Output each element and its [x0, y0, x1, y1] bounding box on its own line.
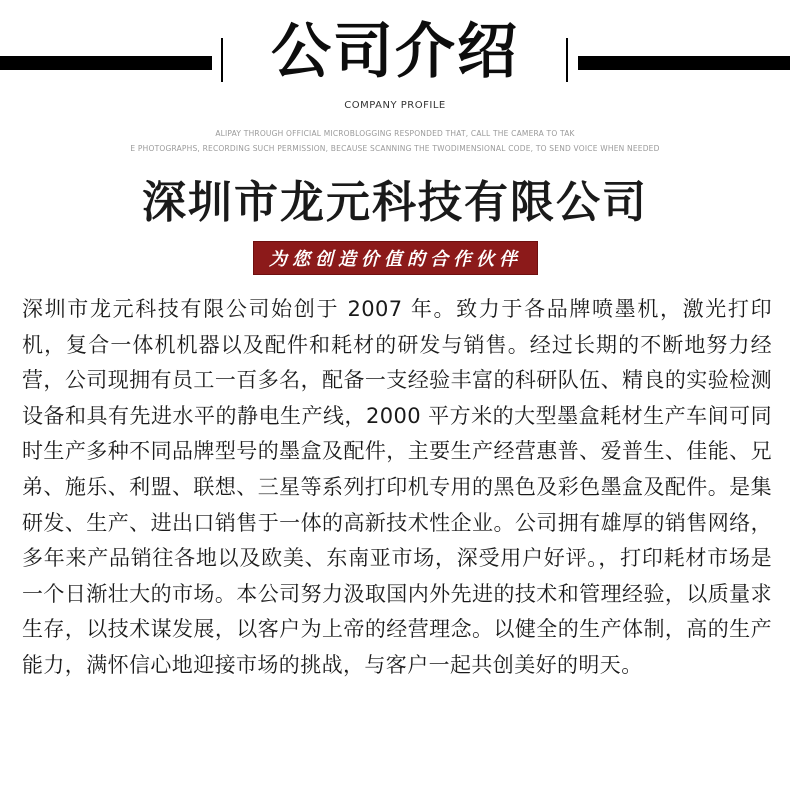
slogan-banner	[253, 241, 538, 275]
company-name: 深圳市龙元科技有限公司	[142, 177, 648, 228]
slogan-text: 为您创造价值的合作伙伴	[269, 249, 522, 270]
english-caption-line-2: E PHOTOGRAPHS, RECORDING SUCH PERMISSION, BECAUSE SCANNING THE TWODIMENSIONAL CODE, TO SEND VOICE WHEN NEEDED	[130, 144, 660, 153]
header-bar-right	[578, 56, 790, 70]
english-caption-line-1: ALIPAY THROUGH OFFICIAL MICROBLOGGING RESPONDED THAT, CALL THE CAMERA TO TAK	[215, 129, 575, 138]
company-description: 深圳市龙元科技有限公司始创于 2007 年。致力于各品牌喷墨机，激光打印机，复合一体机机器以及配件和耗材的研发与销售。经过长期的不断地努力经营，公司现拥有员工一百多名，配备一支经验丰富的科研队伍、精良的实验检测设备和具有先进水平的静电生产线，2000 平方米的大型墨盒耗材生产车间可同时生产多种不同品牌型号的墨盒及配件，主要生产经营惠普、爱普生、佳能、兄弟、施乐、利盟、联想、三星等系列打印机专用的黑色及彩色墨盒及配件。是集研发、生产、进出口销售于一体的高新技术性企业。公司拥有雄厚的销售网络，多年来产品销往各地以及欧美、东南亚市场，深受用户好评。，打印耗材市场是一个日渐壮大的市场。本公司努力汲取国内外先进的技术和管理经验，以质量求生存，以技术谋发展，以客户为上帝的经营理念。以健全的生产体制，高的生产能力，满怀信心地迎接市场的挑战，与客户一起共创美好的明天。	[22, 297, 772, 677]
page-title: 公司介绍	[271, 17, 519, 87]
header-divider-right	[566, 38, 568, 82]
page-subtitle: COMPANY PROFILE	[344, 100, 446, 111]
